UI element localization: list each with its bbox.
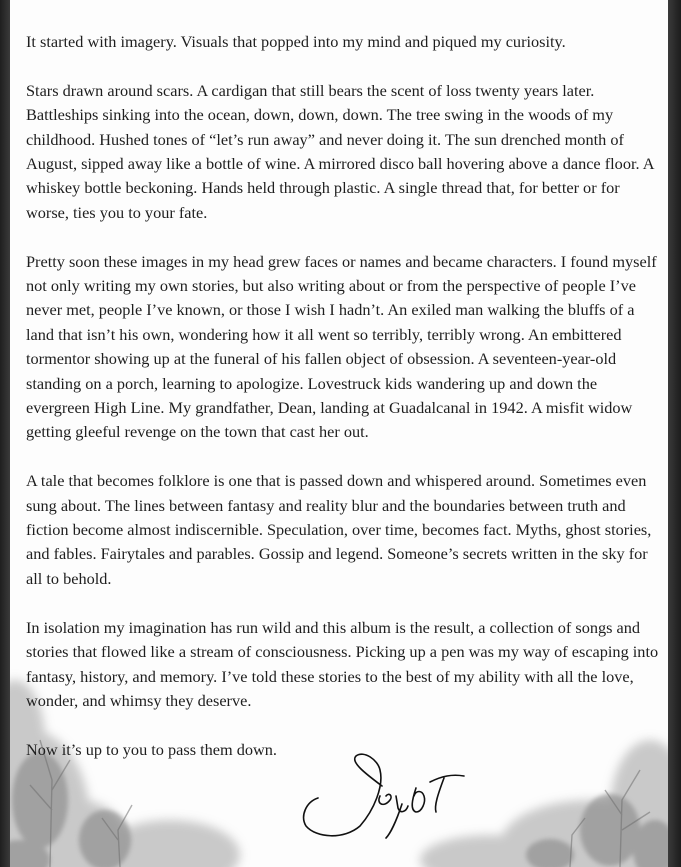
paragraph-imagery: Stars drawn around scars. A cardigan that still bears the scent of loss twenty years later. Battleships sinking into the ocean, down, down, down. The tree swing in the woods of my childhood. Hushed tones of “let’s run away” and never doing it. The sun drenched month of August, sipped away like a bottle of wine. A mirrored disco ball hovering above a dance floor. A whiskey bottle beckoning. Hands held through plastic. A single thread that, for better or for worse, ties you to your fate. [26,80,654,222]
paragraph-characters: Pretty soon these images in my head grew faces or names and became characters. I found myself not only writing my own stories, but also writing about or from the perspective of people I’ve never met, people I’ve known, or those I wish I hadn’t. An exiled man walking the bluffs of a land that isn’t his own, wondering how it all went so terribly, terribly wrong. An embittered tormentor showing up at the funeral of his fallen object of obsession. A seventeen-year-old standing on a porch, learning to apologize. Lovestruck kids wandering up and down the evergreen High Line. My grandfather, Dean, landing at Guadalcanal in 1942. A misfit widow getting gleeful revenge on the town that cast her out. [26,251,657,442]
right-page-edge [668,0,681,867]
signature [292,752,472,842]
letter-page [10,0,668,867]
paragraph-folklore: A tale that becomes folklore is one that is passed down and whispered around. Sometimes even sung about. The lines between fantasy and reality blur and the boundaries between truth and fiction become almost indiscernible. Speculation, over time, becomes fact. Myths, ghost stories, and fables. Fairytales and parables. Gossip and legend. Someone’s secrets written in the sky for all to behold. [26,471,652,588]
left-page-edge [0,0,10,867]
paragraph-closing: Now it’s up to you to pass them down. [26,739,277,759]
paragraph-isolation: In isolation my imagination has run wild and this album is the result, a collection of songs and stories that flowed like a stream of consciousness. Picking up a pen was my way of escaping into fantasy, history, and memory. I’ve told these stories to the best of my ability with all the love, wonder, and whimsy they deserve. [26,617,659,710]
paragraph-intro: It started with imagery. Visuals that popped into my mind and piqued my curiosity. [26,32,566,51]
letter-body [26,30,662,787]
